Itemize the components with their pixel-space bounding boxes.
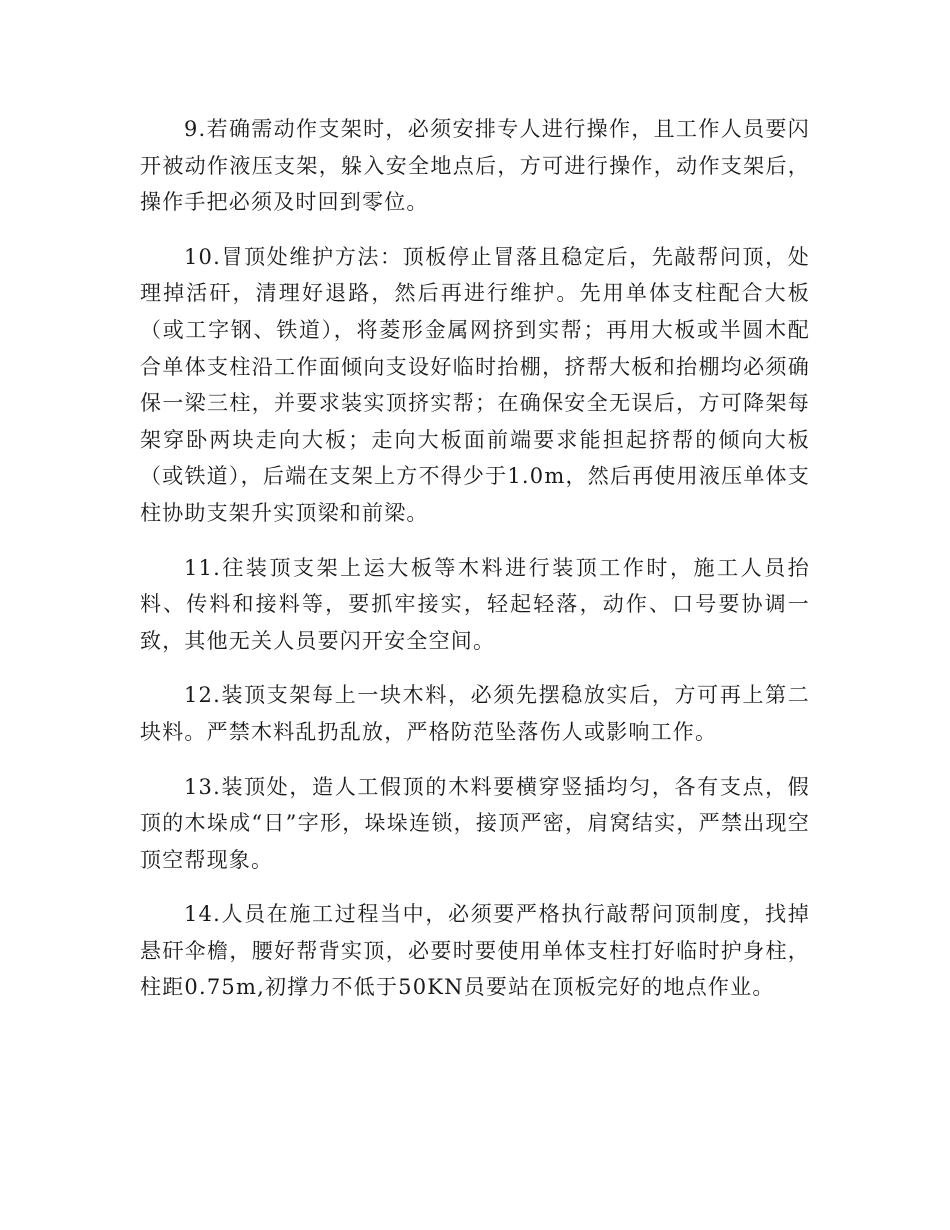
paragraph-item-14: 14.人员在施工过程当中，必须要严格执行敲帮问顶制度，找掉悬矸伞檐，腰好帮背实顶，必要时要使用单体支柱打好临时护身柱，柱距0.75m,初撑力不低于50KN员要站在顶板完好的地点作业。 [140,902,810,1000]
document-body [140,111,810,1024]
paragraph-item-11: 11.往装顶支架上运大板等木料进行装顶工作时，施工人员抬料、传料和接料等，要抓牢接实，轻起轻落，动作、口号要协调一致，其他无关人员要闪开安全空间。 [140,555,810,653]
paragraph-item-13: 13.装顶处，造人工假顶的木料要横穿竖插均匀，各有支点，假顶的木垛成“日”字形，垛垛连锁，接顶严密，肩窝结实，严禁出现空顶空帮现象。 [140,774,810,872]
paragraph-item-10: 10.冒顶处维护方法：顶板停止冒落且稳定后，先敲帮问顶，处理掉活矸，清理好退路，然后再进行维护。先用单体支柱配合大板（或工字钢、铁道），将菱形金属网挤到实帮；再用大板或半圆木配合单体支柱沿工作面倾向支设好临时抬棚，挤帮大板和抬棚均必须确保一梁三柱，并要求装实顶挤实帮；在确保安全无误后，方可降架每架穿卧两块走向大板；走向大板面前端要求能担起挤帮的倾向大板（或铁道），后端在支架上方不得少于1.0m，然后再使用液压单体支柱协助支架升实顶梁和前梁。 [140,244,810,525]
paragraph-item-12: 12.装顶支架每上一块木料，必须先摆稳放实后，方可再上第二块料。严禁木料乱扔乱放，严格防范坠落伤人或影响工作。 [140,683,810,744]
paragraph-item-9: 9.若确需动作支架时，必须安排专人进行操作，且工作人员要闪开被动作液压支架，躲入安全地点后，方可进行操作，动作支架后，操作手把必须及时回到零位。 [140,117,810,215]
